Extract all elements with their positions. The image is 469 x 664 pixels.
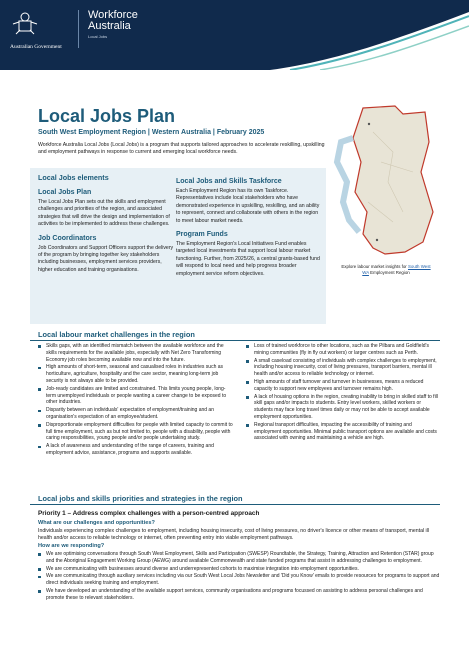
brand-line-1: Workforce: [88, 9, 138, 21]
elements-left-column: [38, 189, 174, 280]
region-map[interactable]: [333, 102, 441, 288]
priorities-title: Local jobs and skills priorities and strategies in the region: [38, 494, 243, 503]
challenge-item: A small caseload consisting of individuals with complex challenges to employment, including housing insecurity, cost of living pressures, transport barriers, mental ill health and/or access to reliable technology or internet.: [246, 358, 440, 378]
elements-title: Local Jobs elements: [38, 173, 109, 182]
response-item: We have developed an understanding of the available support services, community organisations and programs focussed on assisting to address personal challenges and promote these to relevant stakeholders.: [38, 588, 440, 602]
header-divider: [78, 10, 79, 48]
workforce-australia-logo: [88, 10, 138, 39]
challenge-item: A lack of housing options in the region, creating inability to bring in skilled staff to fill skill gaps and/or impacts to students. Entry level workers, skilled workers or students may face long travel times daily or may not be able to accept available employment opportunities.: [246, 394, 440, 421]
funds-text: The Employment Region's Local Initiatives Fund enables targeted local investments that support local labour market functioning. Further, from 2025/26, a central grants-based fund will respond to local need and help progress broader employment service reform objectives.: [176, 241, 320, 277]
challenge-item: High amounts of staff turnover and turnover in businesses, means a reduced capacity to support new employees and turnover remains high.: [246, 379, 440, 393]
challenge-item: High amounts of short-term, seasonal and casualised roles in industries such as horticulture, agriculture, hospitality and the care sector, meaning long-term job security is not always able to be provided.: [38, 364, 234, 384]
challenge-item: Loss of trained workforce to other locations, such as the Pilbara and Goldfield's mining communities (fly in fly out workers) or larger centres such as Perth.: [246, 343, 440, 357]
challenge-item: Skills gaps, with an identified mismatch between the available workforce and the skills requirements for the available jobs, especially with Net Zero Transforming Economy job roles becoming available now and into the future.: [38, 343, 234, 363]
challenge-item: Job-ready candidates are limited and constrained. This limits young people, long-term unemployed individuals or people wanting a career change to be exposed to other industries.: [38, 386, 234, 406]
challenge-item: A lack of awareness and understanding of the range of careers, training and employment advice, assistance, programs and supports available.: [38, 443, 234, 457]
coat-of-arms-icon: [10, 8, 40, 38]
priority-1-title: Priority 1 – Address complex challenges with a person-centred approach: [38, 510, 260, 517]
elements-right-column: [176, 178, 322, 284]
response-item: We are communicating with businesses around diverse and underrepresented cohorts to maximise integration into employment opportunities.: [38, 566, 440, 573]
responses-list: [38, 551, 440, 603]
funds-heading: Program Funds: [176, 231, 228, 239]
challenges-right-list: [246, 343, 440, 443]
map-caption-text: Explore labour market insights for: [341, 264, 407, 269]
priorities-rule: [30, 504, 440, 505]
header-wave-graphic: [270, 12, 469, 70]
challenges-question: What are our challenges and opportunities?: [38, 520, 155, 526]
brand-line-2: Australia: [88, 20, 131, 32]
page-title: Local Jobs Plan: [38, 106, 176, 126]
challenge-item: Disparity between an individuals' expectation of employment/training and an organisation's expectation of an employee/student.: [38, 407, 234, 421]
plan-heading: Local Jobs Plan: [38, 189, 92, 196]
brand-line-3: Local Jobs: [88, 34, 108, 39]
challenge-item: Disproportionate employment difficulties for people with limited capacity to commit to full time employment, such as but not limited to, people with a disability, people with caring responsibilities, young people and/or people undertaking study.: [38, 422, 234, 442]
challenges-left-list: [38, 343, 234, 458]
challenge-item: Regional transport difficulties, impacting the accessibility of training and employment opportunities. Minimal public transport options are available and costs associated with owning and maintaining a vehicle are high.: [246, 422, 440, 442]
intro-paragraph: Workforce Australia Local Jobs (Local Jobs) is a program that supports tailored approaches to accelerate reskilling, upskilling and employment pathways in response to current and emerging local workforce needs.: [38, 142, 325, 155]
taskforce-text: Each Employment Region has its own Taskforce. Representatives include local stakeholders who have demonstrated experience in upskilling, reskilling, and an ability to represent, connect and collaborate with others in the region to meet labour market needs.: [176, 188, 320, 224]
plan-text: The Local Jobs Plan sets out the skills and employment challenges and priorities of the region, and associated strategies that will drive the design and implementation of activities to be implemented to address these challenges.: [38, 199, 170, 228]
challenges-title: Local labour market challenges in the region: [38, 330, 195, 339]
challenges-rule: [30, 340, 440, 341]
response-question: How are we responding?: [38, 543, 105, 549]
response-item: We are optimising conversations through South West Employment, Skills and Participation (SWESP) Roundtable, the Strategy, Training, Attraction and Retention (STAR) group and the Aboriginal Engagement Working Group (AEWG) around available Commonwealth and state funded programs that assist in addressing challenges to employment.: [38, 551, 440, 565]
coordinators-heading: Job Coordinators: [38, 234, 97, 242]
page-subtitle: South West Employment Region | Western Australia | February 2025: [38, 129, 265, 136]
map-caption: [338, 264, 434, 276]
south-west-wa-link[interactable]: South West WA: [362, 264, 431, 275]
coordinators-text: Job Coordinators and Support Officers support the delivery of the program by bringing together key stakeholders including businesses, employment services providers, higher education and training organisations.: [38, 244, 174, 273]
government-label: Australian Government: [10, 44, 62, 50]
challenges-answer: Individuals experiencing complex challenges to employment, including housing insecurity, cost of living pressures, no driver's licence or other means of transport, mental ill health and/or access to reliable technology or internet, often preventing entry into viable employment pathways.: [38, 528, 430, 541]
map-caption-end: Employment Region: [370, 270, 410, 275]
taskforce-heading: Local Jobs and Skills Taskforce: [176, 178, 282, 185]
response-item: We are communicating through auxiliary services including via our South West Local Jobs Newsletter and 'Did you Know' emails to provide resources for programs to support and direct individuals seeking training and employment.: [38, 573, 440, 587]
